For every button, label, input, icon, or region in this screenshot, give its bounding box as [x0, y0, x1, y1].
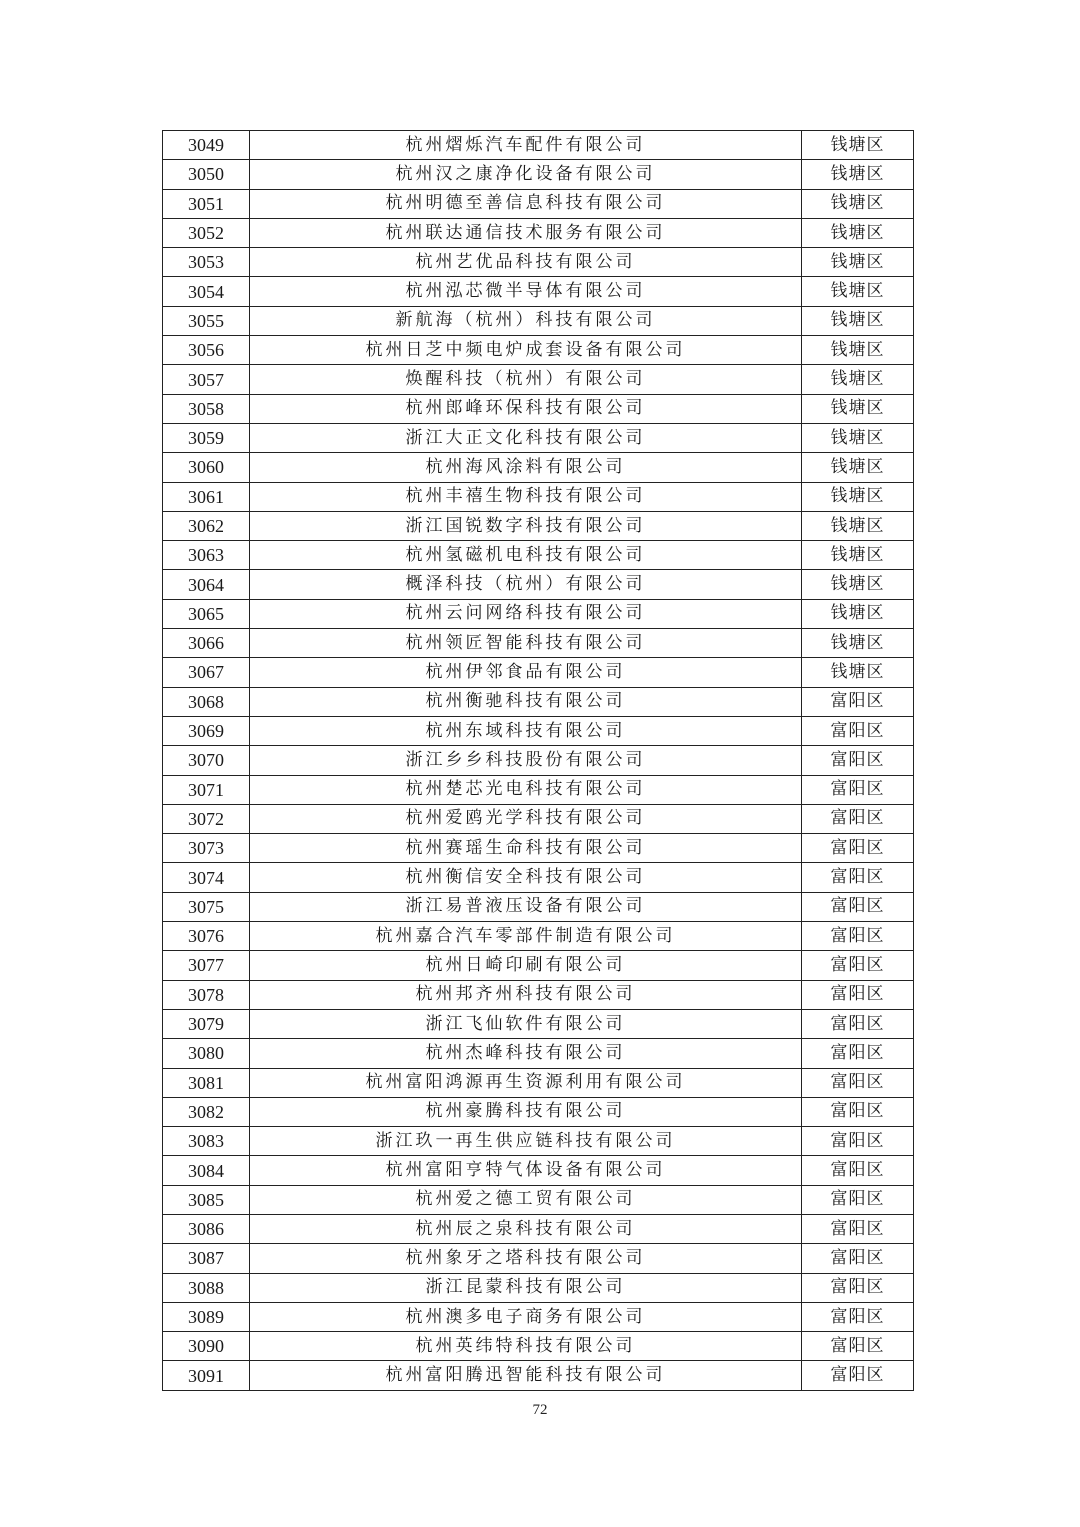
table-row [163, 453, 914, 482]
table-row [163, 1273, 914, 1302]
row-number-cell: 3055 [163, 306, 250, 335]
district-cell: 富阳区 [802, 1097, 914, 1126]
district-cell: 富阳区 [802, 1273, 914, 1302]
row-number-cell: 3081 [163, 1068, 250, 1097]
company-name-cell: 浙江易普液压设备有限公司 [250, 892, 802, 921]
table-row [163, 1361, 914, 1390]
company-name-cell: 杭州汉之康净化设备有限公司 [250, 160, 802, 189]
district-cell: 钱塘区 [802, 453, 914, 482]
table-row [163, 570, 914, 599]
district-cell: 钱塘区 [802, 511, 914, 540]
row-number-cell: 3074 [163, 863, 250, 892]
row-number-cell: 3051 [163, 189, 250, 218]
company-name-cell: 杭州邦齐州科技有限公司 [250, 980, 802, 1009]
table-row [163, 746, 914, 775]
row-number-cell: 3050 [163, 160, 250, 189]
company-name-cell: 杭州象牙之塔科技有限公司 [250, 1244, 802, 1273]
district-cell: 钱塘区 [802, 365, 914, 394]
table-row [163, 511, 914, 540]
district-cell: 富阳区 [802, 922, 914, 951]
company-list-table [162, 130, 914, 1391]
district-cell: 钱塘区 [802, 218, 914, 247]
company-name-cell: 浙江昆蒙科技有限公司 [250, 1273, 802, 1302]
row-number-cell: 3077 [163, 951, 250, 980]
row-number-cell: 3058 [163, 394, 250, 423]
company-name-cell: 杭州衡信安全科技有限公司 [250, 863, 802, 892]
district-cell: 富阳区 [802, 1185, 914, 1214]
district-cell: 富阳区 [802, 1009, 914, 1038]
company-name-cell: 杭州杰峰科技有限公司 [250, 1039, 802, 1068]
district-cell: 钱塘区 [802, 189, 914, 218]
company-name-cell: 杭州富阳亨特气体设备有限公司 [250, 1156, 802, 1185]
district-cell: 富阳区 [802, 1332, 914, 1361]
table-row [163, 1039, 914, 1068]
district-cell: 富阳区 [802, 775, 914, 804]
table-row [163, 248, 914, 277]
row-number-cell: 3086 [163, 1214, 250, 1243]
company-name-cell: 杭州澳多电子商务有限公司 [250, 1302, 802, 1331]
table-row [163, 394, 914, 423]
table-row [163, 277, 914, 306]
district-cell: 钱塘区 [802, 336, 914, 365]
row-number-cell: 3085 [163, 1185, 250, 1214]
company-name-cell: 新航海（杭州）科技有限公司 [250, 306, 802, 335]
company-name-cell: 杭州爱鸥光学科技有限公司 [250, 804, 802, 833]
district-cell: 富阳区 [802, 951, 914, 980]
district-cell: 富阳区 [802, 1156, 914, 1185]
company-name-cell: 浙江飞仙软件有限公司 [250, 1009, 802, 1038]
row-number-cell: 3078 [163, 980, 250, 1009]
table-row [163, 306, 914, 335]
company-name-cell: 杭州艺优品科技有限公司 [250, 248, 802, 277]
district-cell: 富阳区 [802, 1039, 914, 1068]
table-row [163, 160, 914, 189]
row-number-cell: 3067 [163, 658, 250, 687]
district-cell: 钱塘区 [802, 482, 914, 511]
company-name-cell: 杭州明德至善信息科技有限公司 [250, 189, 802, 218]
district-cell: 钱塘区 [802, 599, 914, 628]
table-body [163, 131, 914, 1391]
district-cell: 富阳区 [802, 804, 914, 833]
company-name-cell: 杭州日崎印刷有限公司 [250, 951, 802, 980]
row-number-cell: 3083 [163, 1127, 250, 1156]
page-number: 72 [532, 1402, 548, 1418]
table-row [163, 892, 914, 921]
table-row [163, 804, 914, 833]
table-row [163, 980, 914, 1009]
district-cell: 富阳区 [802, 1302, 914, 1331]
table-row [163, 541, 914, 570]
row-number-cell: 3068 [163, 687, 250, 716]
row-number-cell: 3072 [163, 804, 250, 833]
district-cell: 钱塘区 [802, 394, 914, 423]
district-cell: 富阳区 [802, 980, 914, 1009]
district-cell: 富阳区 [802, 1068, 914, 1097]
row-number-cell: 3056 [163, 336, 250, 365]
company-name-cell: 浙江乡乡科技股份有限公司 [250, 746, 802, 775]
row-number-cell: 3084 [163, 1156, 250, 1185]
district-cell: 钱塘区 [802, 131, 914, 160]
row-number-cell: 3071 [163, 775, 250, 804]
company-name-cell: 浙江玖一再生供应链科技有限公司 [250, 1127, 802, 1156]
row-number-cell: 3061 [163, 482, 250, 511]
row-number-cell: 3073 [163, 834, 250, 863]
table-row [163, 658, 914, 687]
company-name-cell: 杭州熠烁汽车配件有限公司 [250, 131, 802, 160]
company-name-cell: 焕醒科技（杭州）有限公司 [250, 365, 802, 394]
row-number-cell: 3075 [163, 892, 250, 921]
table-row [163, 1214, 914, 1243]
company-name-cell: 杭州衡驰科技有限公司 [250, 687, 802, 716]
table-row [163, 1009, 914, 1038]
company-name-cell: 杭州嘉合汽车零部件制造有限公司 [250, 922, 802, 951]
table-row [163, 1156, 914, 1185]
district-cell: 富阳区 [802, 1361, 914, 1390]
company-name-cell: 杭州楚芯光电科技有限公司 [250, 775, 802, 804]
table-row [163, 687, 914, 716]
row-number-cell: 3064 [163, 570, 250, 599]
district-cell: 钱塘区 [802, 306, 914, 335]
row-number-cell: 3082 [163, 1097, 250, 1126]
table-row [163, 716, 914, 745]
row-number-cell: 3049 [163, 131, 250, 160]
table-row [163, 951, 914, 980]
row-number-cell: 3089 [163, 1302, 250, 1331]
row-number-cell: 3090 [163, 1332, 250, 1361]
row-number-cell: 3076 [163, 922, 250, 951]
row-number-cell: 3080 [163, 1039, 250, 1068]
row-number-cell: 3066 [163, 629, 250, 658]
row-number-cell: 3063 [163, 541, 250, 570]
district-cell: 富阳区 [802, 716, 914, 745]
company-name-cell: 杭州英纬特科技有限公司 [250, 1332, 802, 1361]
row-number-cell: 3088 [163, 1273, 250, 1302]
company-name-cell: 杭州爱之德工贸有限公司 [250, 1185, 802, 1214]
district-cell: 富阳区 [802, 687, 914, 716]
district-cell: 富阳区 [802, 863, 914, 892]
row-number-cell: 3079 [163, 1009, 250, 1038]
row-number-cell: 3065 [163, 599, 250, 628]
company-name-cell: 杭州领匠智能科技有限公司 [250, 629, 802, 658]
table-row [163, 1068, 914, 1097]
table-row [163, 482, 914, 511]
table-row [163, 775, 914, 804]
table-row [163, 1185, 914, 1214]
table-row [163, 189, 914, 218]
company-name-cell: 杭州东域科技有限公司 [250, 716, 802, 745]
company-name-cell: 杭州日芝中频电炉成套设备有限公司 [250, 336, 802, 365]
table-row [163, 599, 914, 628]
table-row [163, 1302, 914, 1331]
row-number-cell: 3053 [163, 248, 250, 277]
company-name-cell: 浙江大正文化科技有限公司 [250, 423, 802, 452]
table-row [163, 1244, 914, 1273]
table-row [163, 131, 914, 160]
row-number-cell: 3052 [163, 218, 250, 247]
table-row [163, 218, 914, 247]
company-name-cell: 杭州富阳腾迅智能科技有限公司 [250, 1361, 802, 1390]
table-row [163, 629, 914, 658]
row-number-cell: 3057 [163, 365, 250, 394]
company-name-cell: 杭州赛瑶生命科技有限公司 [250, 834, 802, 863]
company-name-cell: 浙江国锐数字科技有限公司 [250, 511, 802, 540]
district-cell: 富阳区 [802, 892, 914, 921]
row-number-cell: 3070 [163, 746, 250, 775]
table-row [163, 863, 914, 892]
table-row [163, 336, 914, 365]
table-row [163, 423, 914, 452]
row-number-cell: 3060 [163, 453, 250, 482]
company-name-cell: 杭州氢磁机电科技有限公司 [250, 541, 802, 570]
district-cell: 富阳区 [802, 1214, 914, 1243]
table-row [163, 922, 914, 951]
company-name-cell: 杭州丰禧生物科技有限公司 [250, 482, 802, 511]
district-cell: 富阳区 [802, 834, 914, 863]
table-row [163, 834, 914, 863]
company-name-cell: 杭州云问网络科技有限公司 [250, 599, 802, 628]
company-name-cell: 杭州海风涂料有限公司 [250, 453, 802, 482]
district-cell: 钱塘区 [802, 277, 914, 306]
company-name-cell: 杭州富阳鸿源再生资源利用有限公司 [250, 1068, 802, 1097]
company-name-cell: 杭州郎峰环保科技有限公司 [250, 394, 802, 423]
district-cell: 钱塘区 [802, 160, 914, 189]
row-number-cell: 3062 [163, 511, 250, 540]
district-cell: 富阳区 [802, 746, 914, 775]
table-row [163, 1332, 914, 1361]
district-cell: 钱塘区 [802, 248, 914, 277]
district-cell: 富阳区 [802, 1244, 914, 1273]
company-name-cell: 杭州联达通信技术服务有限公司 [250, 218, 802, 247]
row-number-cell: 3069 [163, 716, 250, 745]
table-row [163, 1097, 914, 1126]
company-name-cell: 杭州伊邻食品有限公司 [250, 658, 802, 687]
table-row [163, 365, 914, 394]
district-cell: 钱塘区 [802, 423, 914, 452]
company-name-cell: 概泽科技（杭州）有限公司 [250, 570, 802, 599]
row-number-cell: 3054 [163, 277, 250, 306]
company-name-cell: 杭州辰之泉科技有限公司 [250, 1214, 802, 1243]
district-cell: 钱塘区 [802, 541, 914, 570]
company-name-cell: 杭州豪腾科技有限公司 [250, 1097, 802, 1126]
company-name-cell: 杭州泓芯微半导体有限公司 [250, 277, 802, 306]
district-cell: 钱塘区 [802, 658, 914, 687]
district-cell: 钱塘区 [802, 629, 914, 658]
row-number-cell: 3087 [163, 1244, 250, 1273]
district-cell: 富阳区 [802, 1127, 914, 1156]
row-number-cell: 3059 [163, 423, 250, 452]
district-cell: 钱塘区 [802, 570, 914, 599]
row-number-cell: 3091 [163, 1361, 250, 1390]
table-row [163, 1127, 914, 1156]
